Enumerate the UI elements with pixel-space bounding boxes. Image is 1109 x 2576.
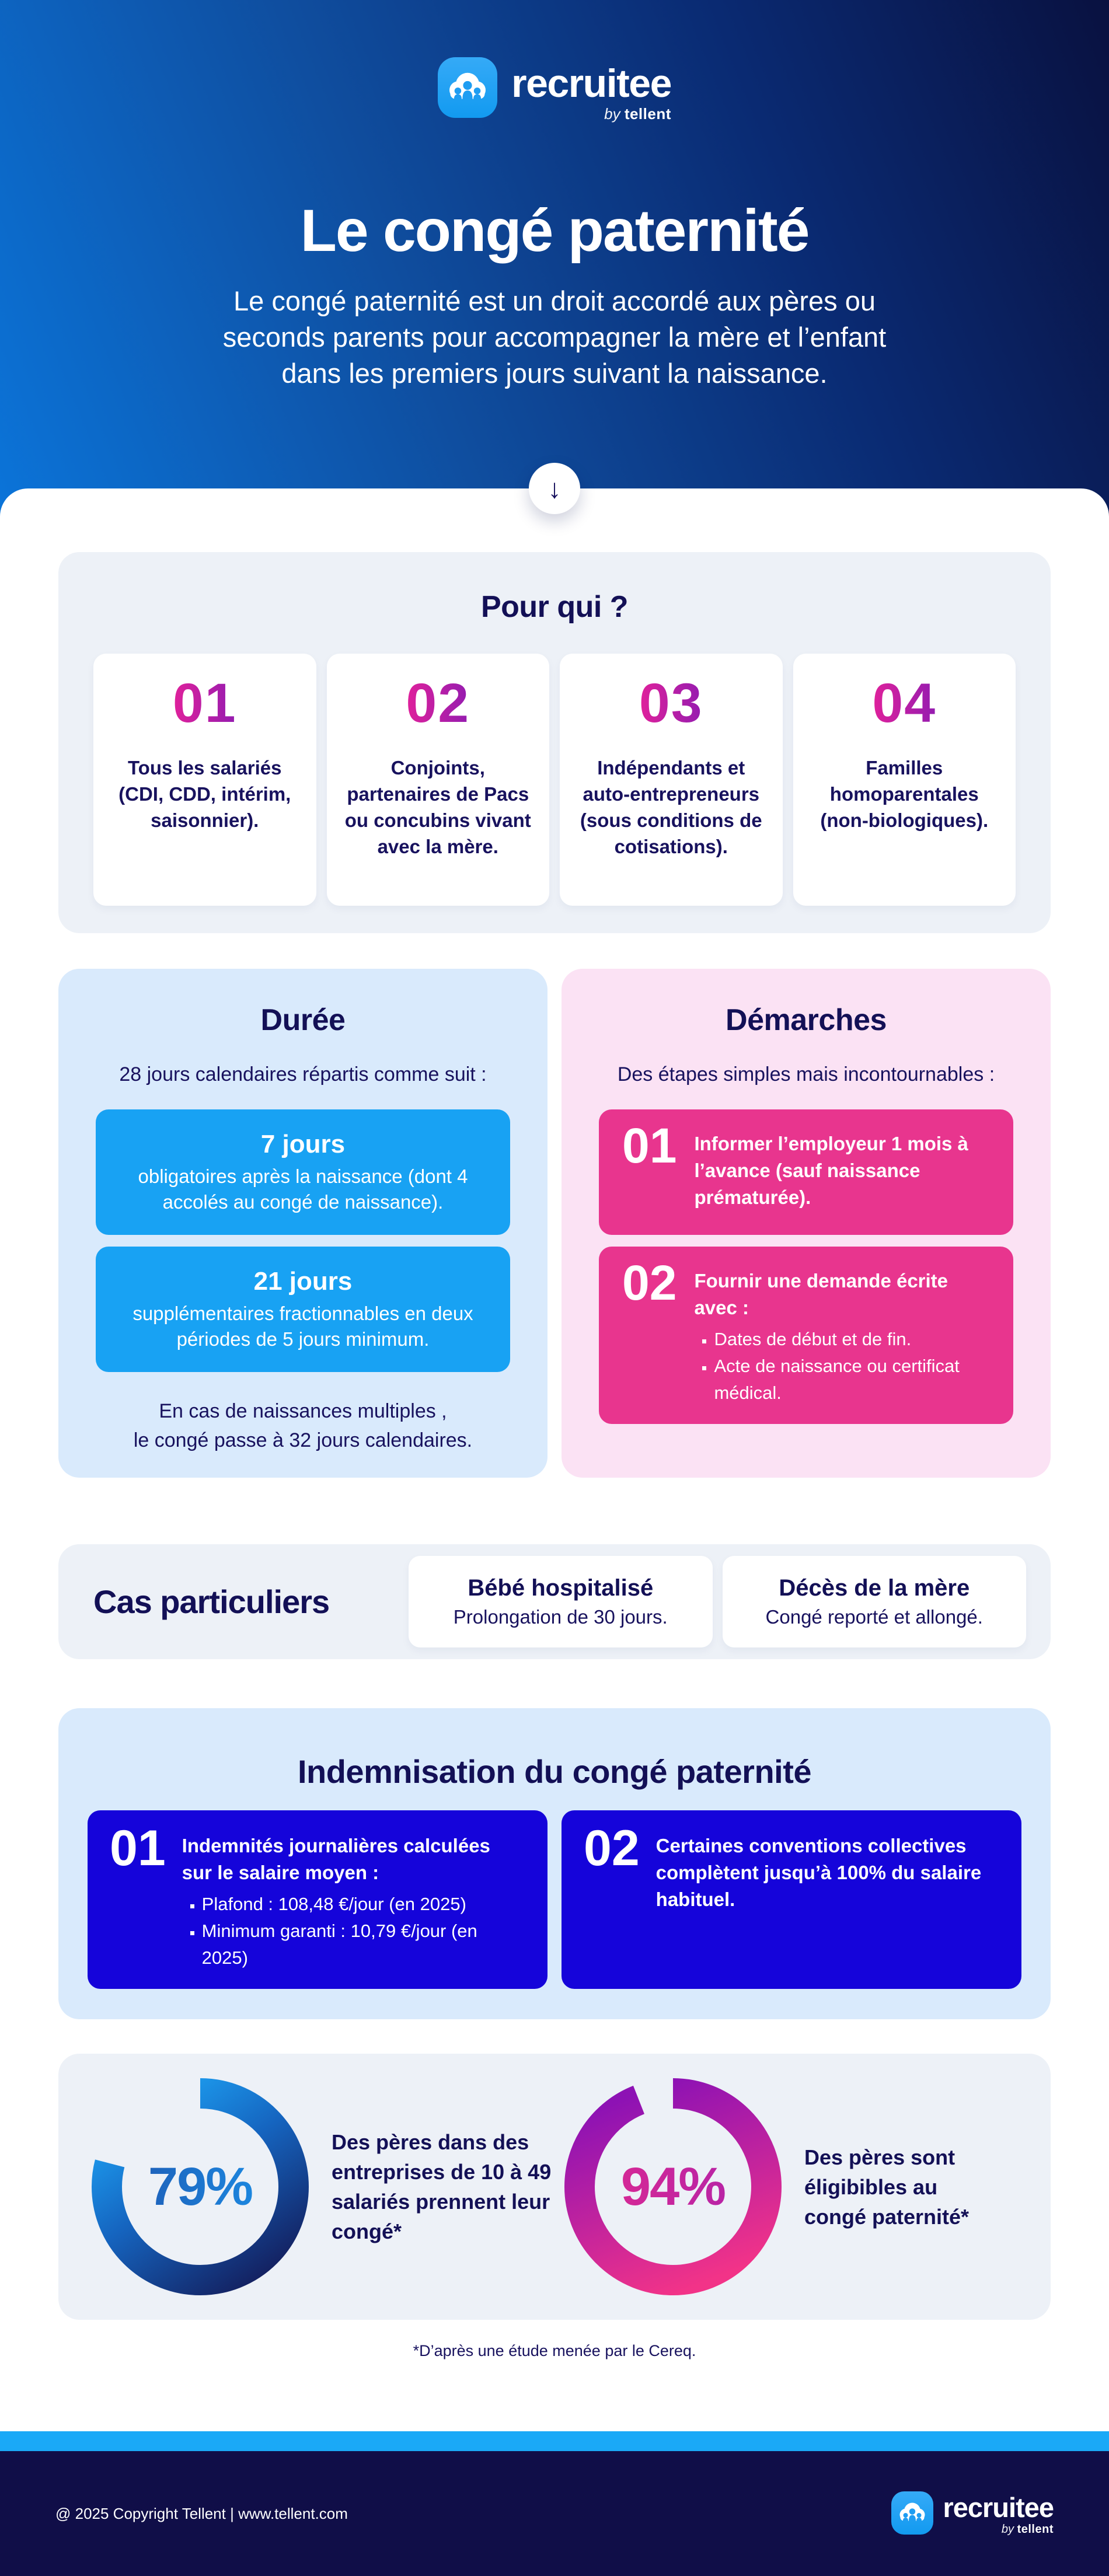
pour-qui-card-2 — [327, 654, 550, 906]
card-text: Congé reporté et allongé. — [765, 1606, 983, 1628]
indemnisation-title: Indemnisation du congé paternité — [297, 1753, 812, 1790]
card-headline: 7 jours — [260, 1129, 346, 1158]
card-text: Indemnités journalières calculées sur le salaire moyen : — [182, 1835, 490, 1883]
page-subtitle: Le congé paternité est un droit accordé aux pères ou seconds parents pour accompagner la mère et l’enfant dans les premiers jours suivant la naissance. — [222, 285, 887, 389]
donut-chart-79 — [86, 2073, 314, 2301]
recruitee-logo-icon — [891, 2491, 933, 2535]
step-number: 01 — [622, 1118, 677, 1173]
card-text: Certaines conventions collectives complètent jusqu’à 100% du salaire habituel. — [655, 1835, 982, 1910]
indemnisation-card-1 — [88, 1810, 547, 1989]
logo-byline: by tellent — [604, 105, 671, 123]
recruitee-logo-icon — [438, 57, 497, 118]
cloud-people-icon — [898, 2498, 927, 2528]
card-title: Bébé hospitalisé — [468, 1575, 654, 1601]
demarches-step-1 — [599, 1109, 1013, 1235]
bullet-item: ▪ Plafond : 108,48 €/jour (en 2025) — [202, 1891, 525, 1918]
cloud-people-icon — [447, 67, 489, 109]
page-title: Le congé paternité — [300, 197, 809, 264]
card-number: 02 — [406, 672, 470, 734]
stat-label: Des pères dans des entreprises de 10 à 49 salariés prennent leur congé* — [332, 2130, 552, 2243]
donut-chart-94 — [559, 2073, 787, 2301]
logo-wordmark: recruitee — [511, 61, 671, 106]
duree-title: Durée — [260, 1003, 346, 1037]
down-arrow-icon: ↓ — [547, 473, 562, 504]
card-text: Indépendants et auto-entrepreneurs (sous conditions de cotisations). — [580, 757, 762, 857]
stat-label: Des pères sont éligibibles au congé paternité* — [804, 2145, 969, 2229]
card-text: Tous les salariés (CDI, CDD, intérim, saisonnier). — [118, 757, 291, 831]
pour-qui-card-3 — [560, 654, 783, 906]
indemnisation-bullet-list — [182, 1891, 525, 1971]
step-number: 02 — [622, 1255, 677, 1310]
demarches-title: Démarches — [726, 1003, 887, 1037]
section-duree — [58, 969, 547, 1478]
card-text: Prolongation de 30 jours. — [453, 1606, 668, 1628]
footer-accent-strip — [0, 2431, 1109, 2451]
demarches-intro: Des étapes simples mais incontournables : — [617, 1063, 995, 1085]
card-headline: 21 jours — [253, 1266, 353, 1296]
card-number: 01 — [172, 672, 237, 734]
scroll-down-button[interactable] — [529, 463, 580, 514]
section-pour-qui — [58, 552, 1051, 933]
cas-card-bebe-hospitalise — [409, 1556, 713, 1647]
pour-qui-title: Pour qui ? — [480, 590, 629, 624]
pour-qui-card-1 — [93, 654, 316, 906]
step-text: Fournir une demande écrite avec : — [694, 1270, 948, 1318]
stat-79 — [82, 2073, 554, 2301]
duree-intro: 28 jours calendaires répartis comme suit : — [119, 1063, 487, 1085]
study-footnote: *D’après une étude menée par le Cereq. — [413, 2342, 696, 2359]
card-text: Conjoints, partenaires de Pacs ou concubins vivant avec la mère. — [344, 757, 531, 857]
recruitee-logo — [438, 57, 671, 123]
logo-wordmark: recruitee — [943, 2491, 1054, 2523]
card-number: 03 — [639, 672, 703, 734]
bullet-item: ▪ Dates de début et de fin. — [714, 1326, 990, 1353]
card-number: 04 — [872, 672, 937, 734]
stat-value: 94% — [559, 2073, 787, 2301]
duree-note: En cas de naissances multiples , le congé passe à 32 jours calendaires. — [133, 1400, 473, 1451]
stat-value: 79% — [86, 2073, 314, 2301]
copyright-text: @ 2025 Copyright Tellent | www.tellent.com — [55, 2504, 348, 2522]
step-bullet-list — [694, 1326, 990, 1406]
duree-card-7-jours — [96, 1109, 510, 1235]
cas-title: Cas particuliers — [93, 1583, 330, 1620]
section-stats — [58, 2054, 1051, 2320]
indemnisation-card-2 — [562, 1810, 1021, 1989]
card-text: obligatoires après la naissance (dont 4 accolés au congé de naissance). — [138, 1165, 468, 1213]
footer-recruitee-logo — [891, 2491, 1054, 2536]
bullet-item: ▪ Acte de naissance ou certificat médical. — [714, 1353, 990, 1406]
cas-card-deces-mere — [723, 1556, 1027, 1647]
card-text: Familles homoparentales (non-biologiques). — [820, 757, 989, 831]
demarches-step-2 — [599, 1247, 1013, 1424]
bullet-item: ▪ Minimum garanti : 10,79 €/jour (en 2025) — [202, 1918, 525, 1971]
stat-94 — [554, 2073, 1027, 2301]
logo-byline: by tellent — [1001, 2522, 1054, 2536]
card-number: 02 — [584, 1820, 640, 1876]
step-text: Informer l’employeur 1 mois à l’avance (sauf naissance prématurée). — [694, 1133, 968, 1208]
duree-card-21-jours — [96, 1247, 510, 1372]
footer — [0, 2451, 1109, 2576]
pour-qui-card-4 — [793, 654, 1016, 906]
card-text: supplémentaires fractionnables en deux périodes de 5 jours minimum. — [132, 1302, 473, 1350]
content-panel — [0, 473, 1109, 2431]
card-title: Décès de la mère — [779, 1575, 970, 1601]
header-banner — [0, 0, 1109, 516]
section-cas-particuliers — [58, 1544, 1051, 1659]
section-demarches — [562, 969, 1051, 1478]
section-indemnisation — [58, 1708, 1051, 2019]
card-number: 01 — [110, 1820, 166, 1876]
